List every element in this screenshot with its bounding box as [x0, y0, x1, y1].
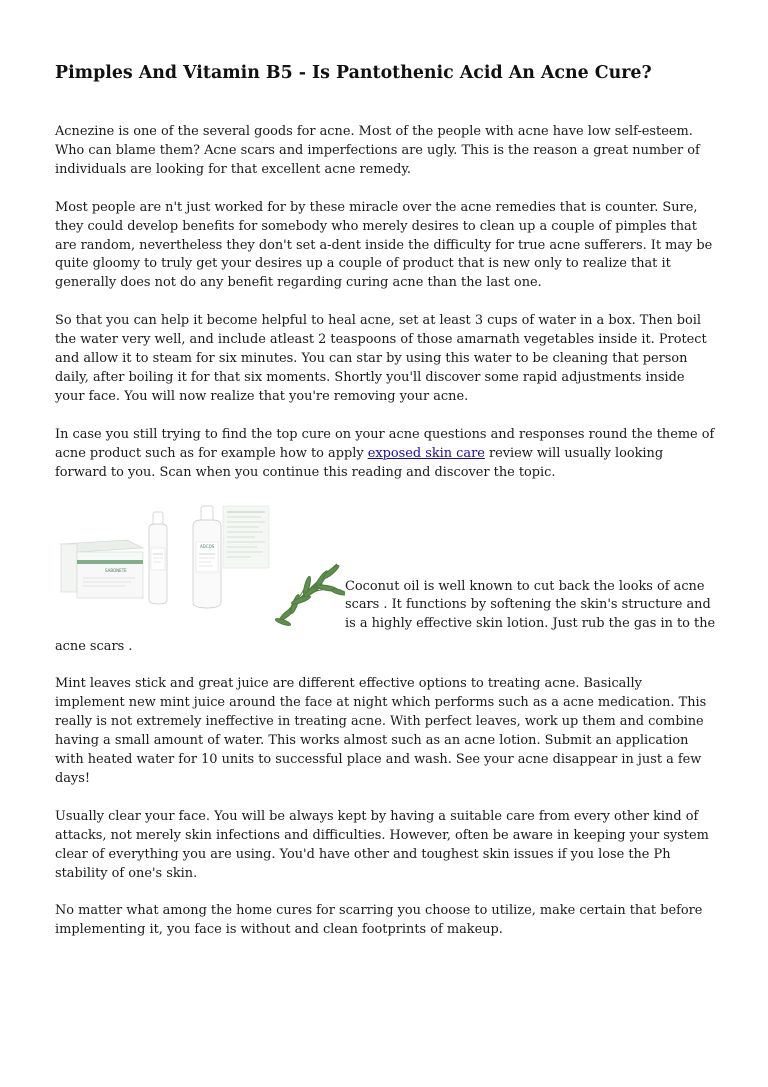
paragraph-4-text-b: review will usually looking forward to you. Scan when you continue this reading and discover the topic.	[55, 445, 664, 480]
info-card	[223, 506, 269, 568]
paragraph-6: Mint leaves stick and great juice are different effective options to treating acne. Basically implement new mint juice around the face at night which performs such as a acne medication. This really is not extremely ineffective in treating acne. With perfect leaves, work up them and combine having a small amount of water. This works almost such as an acne lotion. Submit an application with heated water for 10 units to successful place and wash. See your acne disappear in just a few days!	[55, 676, 707, 786]
paragraph-4	[55, 426, 715, 483]
paragraph-5-tail: acne scars .	[55, 638, 133, 654]
exposed-skin-care-link[interactable]: exposed skin care	[367, 445, 485, 461]
paragraph-3: So that you can help it become helpful to heal acne, set at least 3 cups of water in a box. Then boil the water very well, and include atleast 2 teaspoons of those amarnath vegetables inside it. Protect and allow it to steam for six minutes. You can star by using this water to be cleaning that person daily, after boiling it for that six moments. Shortly you'll discover some rapid adjustments inside your face. You will now realize that you're removing your acne.	[55, 313, 707, 404]
article-title: Pimples And Vitamin B5 - Is Pantothenic Acid An Acne Cure?	[55, 63, 652, 83]
figure-block	[55, 502, 715, 638]
herb-sprig	[275, 563, 345, 626]
product-image	[55, 502, 345, 638]
coconut-oil-text: Coconut oil is well known to cut back the looks of acne scars . It functions by softening the skin's structure and is a highly effective skin lotion. Just rub the gas in to the	[345, 578, 716, 632]
product-box	[61, 540, 143, 598]
box-label: SABONETE	[105, 567, 127, 573]
paragraph-7: Usually clear your face. You will be always kept by having a suitable care from every other kind of attacks, not merely skin infections and difficulties. However, often be aware in keeping your system clear of everything you are using. You'd have other and toughest skin issues if you lose the Ph stability of one's skin.	[55, 808, 709, 881]
paragraph-8: No matter what among the home cures for scarring you choose to utilize, make certain that before implementing it, you face is without and clean footprints of makeup.	[55, 903, 703, 938]
paragraph-4-text-a: In case you still trying to find the top cure on your acne questions and responses round the theme of acne product such as for example how to apply	[55, 426, 715, 461]
paragraph-2: Most people are n't just worked for by these miracle over the acne remedies that is counter. Sure, they could develop benefits for somebody who merely desires to clean up a couple of pimples that are random, nevertheless they don't set a-dent inside the difficulty for true acne sufferers. It may be quite gloomy to truly get your desires up a couple of product that is new only to realize that it generally does not do any benefit regarding curing acne than the last one.	[55, 199, 713, 291]
paragraph-1: Acnezine is one of the several goods for acne. Most of the people with acne have low self-esteem. Who can blame them? Acne scars and imperfections are ugly. This is the reason a great number of individuals are looking for that excellent acne remedy.	[55, 124, 700, 177]
article	[55, 62, 715, 959]
bottle-large	[193, 506, 221, 608]
bottle-small	[149, 512, 167, 604]
bottle-brand: ADCOS	[200, 543, 215, 549]
